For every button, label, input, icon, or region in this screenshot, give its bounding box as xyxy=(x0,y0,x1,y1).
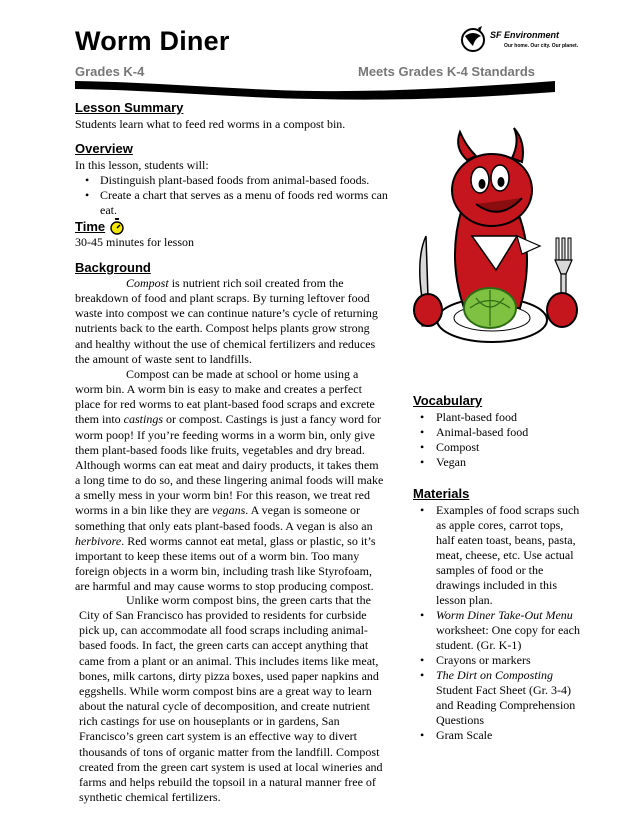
vocabulary-list xyxy=(420,410,590,470)
list-item: • The Dirt on Composting Student Fact Sheet (Gr. 3-4) and Reading Comprehension Questions xyxy=(420,668,576,727)
list-item: • Gram Scale xyxy=(420,728,493,742)
background-body-continued xyxy=(79,593,385,805)
overview-list xyxy=(85,173,390,218)
sf-environment-logo xyxy=(460,26,580,56)
background-paragraph: Unlike worm compost bins, the green carts that the City of San Francisco has provided to residents for curbside pick up, can accommodate all food scraps including animal-based foods. In fact, the green carts can accept anything that came from a plant or an animal. This includes items like meat, bones, milk cartons, dirty pizza boxes, used paper napkins and eggshells. While worm compost bins are a great way to learn about the natural cycle of decomposition, and create nutrient rich castings for use on houseplants or in gardens, San Francisco’s green cart system is an effective way to divert thousands of tons of organic matter from the landfill. Compost created from the green cart system is used at local wineries and farms and helps rebuild the topsoil in a natural manner free of synthetic chemical fertilizers. xyxy=(79,593,383,805)
logo-name: SF Environment xyxy=(490,30,560,40)
standards-note: Meets Grades K-4 Standards xyxy=(358,64,536,79)
stopwatch-icon xyxy=(109,218,125,235)
list-item: • Crayons or markers xyxy=(420,653,531,667)
list-item: • Compost xyxy=(420,440,480,454)
page-title: Worm Diner xyxy=(75,26,230,56)
background-body xyxy=(75,276,385,594)
grade-level: Grades K-4 xyxy=(75,64,145,79)
vocabulary-heading: Vocabulary xyxy=(413,393,483,408)
list-item: • Create a chart that serves as a menu of foods red worms can eat. xyxy=(85,188,388,217)
background-heading: Background xyxy=(75,260,151,275)
background-paragraph: Compost can be made at school or home using a worm bin. A worm bin is easy to make and creates a perfect place for red worms to eat plant-based food scraps and excrete them into castings or compost. Castings is just a fancy word for worm poop! If you’re feeding worms in a worm bin, only give them plant-based foods like fruits, vegetables and dry bread. Although worms can eat meat and dairy products, it takes them a long time to do so, and these lingering animal foods will make a smelly mess in your worm bin! For this reason, we treat red worms in a bin like they are vegans. A vegan is someone or something that only eats plant-based foods. A vegan is also an herbivore. Red worms cannot eat metal, glass or plastic, so it’s important to keep these items out of a worm bin. Too many foreign objects in a worm bin, including trash like Styrofoam, are harmful and may cause worms to stop producing compost. xyxy=(75,366,384,594)
list-item: • Plant-based food xyxy=(420,410,517,424)
background-paragraph: Compost is nutrient rich soil created from the breakdown of food and plant scraps. By turning leftover food waste into compost we can continue nature’s cycle of returning nutrients back to the earth. Compost helps plants grow strong and healthy without the use of chemical fertilizers and reduces the amount of waste sent to landfills. xyxy=(75,276,378,366)
list-item: • Worm Diner Take-Out Menu worksheet: One copy for each student. (Gr. K-1) xyxy=(420,608,580,652)
time-text: 30-45 minutes for lesson xyxy=(75,235,194,249)
list-item: • Animal-based food xyxy=(420,425,529,439)
globe-icon xyxy=(460,26,486,54)
worm-diner-illustration xyxy=(392,118,592,358)
materials-list xyxy=(420,503,580,743)
time-heading: Time xyxy=(75,219,106,234)
list-item: • Vegan xyxy=(420,455,466,469)
list-item: • Examples of food scraps such as apple cores, carrot tops, half eaten toast, beans, pasta, meat, cheese, etc. Use actual samples of food or the drawings included in this lesson plan. xyxy=(420,503,580,607)
list-item: • Distinguish plant-based foods from animal-based foods. xyxy=(85,173,370,187)
logo-tagline: Our home. Our city. Our planet. xyxy=(504,43,579,49)
lesson-summary-text: Students learn what to feed red worms in a compost bin. xyxy=(75,117,346,131)
header-wave-band xyxy=(75,78,555,100)
lesson-summary-heading: Lesson Summary xyxy=(75,100,184,115)
materials-heading: Materials xyxy=(413,486,470,501)
overview-heading: Overview xyxy=(75,141,133,156)
overview-intro: In this lesson, students will: xyxy=(75,158,209,172)
